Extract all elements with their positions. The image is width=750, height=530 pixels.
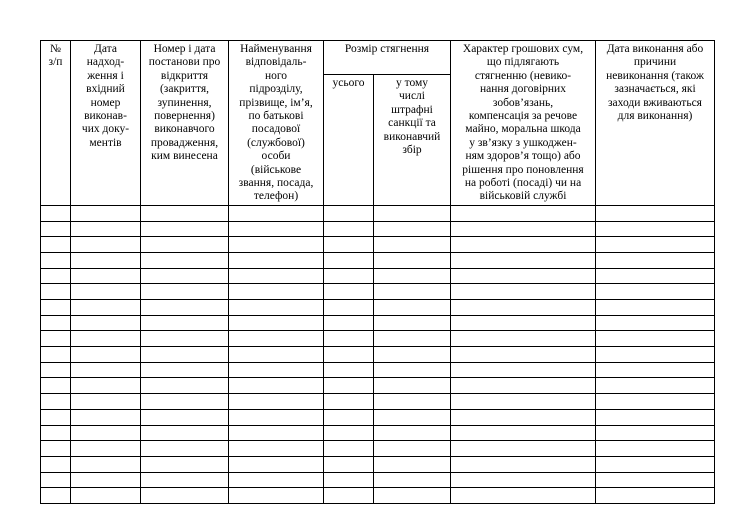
table-cell xyxy=(324,378,374,394)
table-cell xyxy=(229,221,324,237)
table-cell xyxy=(324,409,374,425)
table-row xyxy=(41,425,715,441)
table-cell xyxy=(451,456,596,472)
table-cell xyxy=(229,252,324,268)
table-cell xyxy=(141,488,229,504)
table-cell xyxy=(451,409,596,425)
table-cell xyxy=(141,268,229,284)
table-cell xyxy=(374,441,451,457)
table-cell xyxy=(141,315,229,331)
table-cell xyxy=(596,284,715,300)
table-cell xyxy=(71,472,141,488)
header-responsible-unit: Найменування відповідаль- ного підрозділу, прізвище, ім’я, по батькові посадової (службової) особи (військове звання, посада, телефон) xyxy=(229,41,324,206)
table-cell xyxy=(141,300,229,316)
table-row xyxy=(41,488,715,504)
table-cell xyxy=(141,425,229,441)
table-cell xyxy=(324,300,374,316)
table-cell xyxy=(324,221,374,237)
table-row xyxy=(41,394,715,410)
table-cell xyxy=(324,456,374,472)
table-cell xyxy=(229,394,324,410)
table-cell xyxy=(71,252,141,268)
table-cell xyxy=(71,409,141,425)
table-cell xyxy=(229,441,324,457)
table-cell xyxy=(229,331,324,347)
table-row xyxy=(41,315,715,331)
table-cell xyxy=(229,284,324,300)
table-cell xyxy=(229,409,324,425)
table-cell xyxy=(451,394,596,410)
table-cell xyxy=(229,237,324,253)
table-cell xyxy=(324,425,374,441)
table-cell xyxy=(324,472,374,488)
table-cell xyxy=(229,347,324,363)
table-row xyxy=(41,378,715,394)
table-cell xyxy=(71,300,141,316)
table-cell xyxy=(374,409,451,425)
table-cell xyxy=(41,409,71,425)
table-row xyxy=(41,456,715,472)
table-row xyxy=(41,221,715,237)
table-row xyxy=(41,331,715,347)
table-cell xyxy=(374,252,451,268)
table-cell xyxy=(596,300,715,316)
table-cell xyxy=(451,221,596,237)
table-cell xyxy=(71,456,141,472)
table-cell xyxy=(229,362,324,378)
table-cell xyxy=(141,221,229,237)
header-receipt-date: Дата надход- ження і вхідний номер виконав- чих доку- ментів xyxy=(71,41,141,206)
table-cell xyxy=(451,441,596,457)
table-cell xyxy=(374,300,451,316)
table-cell xyxy=(596,378,715,394)
table-cell xyxy=(141,331,229,347)
table-cell xyxy=(141,205,229,221)
header-number: № з/п xyxy=(41,41,71,206)
table-cell xyxy=(71,347,141,363)
table-cell xyxy=(451,425,596,441)
table-cell xyxy=(374,378,451,394)
table-cell xyxy=(229,300,324,316)
table-cell xyxy=(374,472,451,488)
table-cell xyxy=(41,441,71,457)
table-cell xyxy=(141,237,229,253)
table-row xyxy=(41,252,715,268)
table-cell xyxy=(41,252,71,268)
table-cell xyxy=(596,252,715,268)
table-cell xyxy=(451,488,596,504)
table-cell xyxy=(41,488,71,504)
table-row xyxy=(41,205,715,221)
table-cell xyxy=(451,205,596,221)
table-cell xyxy=(71,315,141,331)
table-cell xyxy=(41,300,71,316)
table-cell xyxy=(41,394,71,410)
table-cell xyxy=(71,378,141,394)
table-cell xyxy=(324,252,374,268)
table-row xyxy=(41,347,715,363)
table-cell xyxy=(41,237,71,253)
table-cell xyxy=(41,425,71,441)
table-cell xyxy=(41,205,71,221)
table-cell xyxy=(324,441,374,457)
header-row xyxy=(41,41,715,75)
table-cell xyxy=(71,237,141,253)
table-cell xyxy=(324,284,374,300)
table-cell xyxy=(41,347,71,363)
table-cell xyxy=(229,456,324,472)
table-cell xyxy=(374,315,451,331)
table-cell xyxy=(41,362,71,378)
table-cell xyxy=(451,331,596,347)
table-cell xyxy=(374,331,451,347)
table-cell xyxy=(596,409,715,425)
table-cell xyxy=(229,488,324,504)
table-cell xyxy=(229,315,324,331)
table-cell xyxy=(596,205,715,221)
table-row xyxy=(41,441,715,457)
table-cell xyxy=(451,347,596,363)
table-cell xyxy=(71,284,141,300)
table-cell xyxy=(596,237,715,253)
table-cell xyxy=(374,237,451,253)
table-row xyxy=(41,409,715,425)
table-cell xyxy=(141,456,229,472)
table-cell xyxy=(324,331,374,347)
table-row xyxy=(41,284,715,300)
table-cell xyxy=(596,456,715,472)
table-cell xyxy=(374,488,451,504)
table-cell xyxy=(451,362,596,378)
table-row xyxy=(41,300,715,316)
header-penalty-including-fines: у тому числі штрафні санкції та виконавчий збір xyxy=(374,75,451,206)
table-cell xyxy=(324,347,374,363)
table-cell xyxy=(596,394,715,410)
table-cell xyxy=(141,284,229,300)
table-cell xyxy=(71,268,141,284)
table-cell xyxy=(71,441,141,457)
table-cell xyxy=(71,425,141,441)
table-cell xyxy=(596,347,715,363)
table-cell xyxy=(141,252,229,268)
table-cell xyxy=(71,221,141,237)
table-cell xyxy=(229,378,324,394)
table-cell xyxy=(451,315,596,331)
table-cell xyxy=(229,205,324,221)
table-row xyxy=(41,268,715,284)
table-cell xyxy=(41,315,71,331)
table-cell xyxy=(374,425,451,441)
table-cell xyxy=(324,315,374,331)
table-cell xyxy=(324,488,374,504)
table-body xyxy=(41,205,715,503)
table-cell xyxy=(41,456,71,472)
table-cell xyxy=(596,331,715,347)
table-cell xyxy=(41,268,71,284)
table-cell xyxy=(41,284,71,300)
table-cell xyxy=(374,394,451,410)
table-cell xyxy=(596,441,715,457)
table-cell xyxy=(229,425,324,441)
table-cell xyxy=(596,488,715,504)
table-row xyxy=(41,362,715,378)
table-cell xyxy=(41,221,71,237)
table-cell xyxy=(141,347,229,363)
table-cell xyxy=(451,472,596,488)
table-cell xyxy=(596,472,715,488)
table-cell xyxy=(141,441,229,457)
table-cell xyxy=(451,252,596,268)
table-cell xyxy=(141,472,229,488)
header-penalty-total: усього xyxy=(324,75,374,206)
table-cell xyxy=(324,237,374,253)
header-sum-nature: Характер грошових сум, що підлягають стягненню (невико- нання договірних зобов’язань, компенсація за речове майно, моральна шкода у зв’язку з ушкоджен- ням здоров’я тощо) або рішення про поновлення на роботі (посаді) чи на військовій службі xyxy=(451,41,596,206)
table-cell xyxy=(141,378,229,394)
table-cell xyxy=(451,300,596,316)
table-cell xyxy=(141,362,229,378)
table-cell xyxy=(374,456,451,472)
table-cell xyxy=(71,331,141,347)
header-resolution-number: Номер і дата постанови про відкриття (закриття, зупинення, повернення) виконавчого провадження, ким винесена xyxy=(141,41,229,206)
header-penalty-amount: Розмір стягнення xyxy=(324,41,451,75)
table-cell xyxy=(229,472,324,488)
table-cell xyxy=(71,205,141,221)
table-cell xyxy=(71,488,141,504)
table-cell xyxy=(71,362,141,378)
table-cell xyxy=(596,425,715,441)
table-cell xyxy=(71,394,141,410)
table-cell xyxy=(596,268,715,284)
table-cell xyxy=(41,378,71,394)
table-cell xyxy=(374,362,451,378)
register-table xyxy=(40,40,715,504)
table-cell xyxy=(374,205,451,221)
table-cell xyxy=(451,268,596,284)
table-cell xyxy=(596,315,715,331)
table-cell xyxy=(451,237,596,253)
table-cell xyxy=(596,221,715,237)
table-cell xyxy=(374,347,451,363)
table-cell xyxy=(141,409,229,425)
table-cell xyxy=(324,394,374,410)
table-cell xyxy=(229,268,324,284)
table-cell xyxy=(41,472,71,488)
table-cell xyxy=(374,268,451,284)
table-cell xyxy=(41,331,71,347)
table-cell xyxy=(141,394,229,410)
table-cell xyxy=(374,284,451,300)
table-cell xyxy=(324,268,374,284)
table-cell xyxy=(374,221,451,237)
header-execution-date: Дата виконання або причини невиконання (також зазначається, які заходи вживаються для виконання) xyxy=(596,41,715,206)
table-row xyxy=(41,237,715,253)
table-cell xyxy=(324,362,374,378)
table-cell xyxy=(596,362,715,378)
table-cell xyxy=(451,378,596,394)
table-cell xyxy=(451,284,596,300)
table-cell xyxy=(324,205,374,221)
table-row xyxy=(41,472,715,488)
